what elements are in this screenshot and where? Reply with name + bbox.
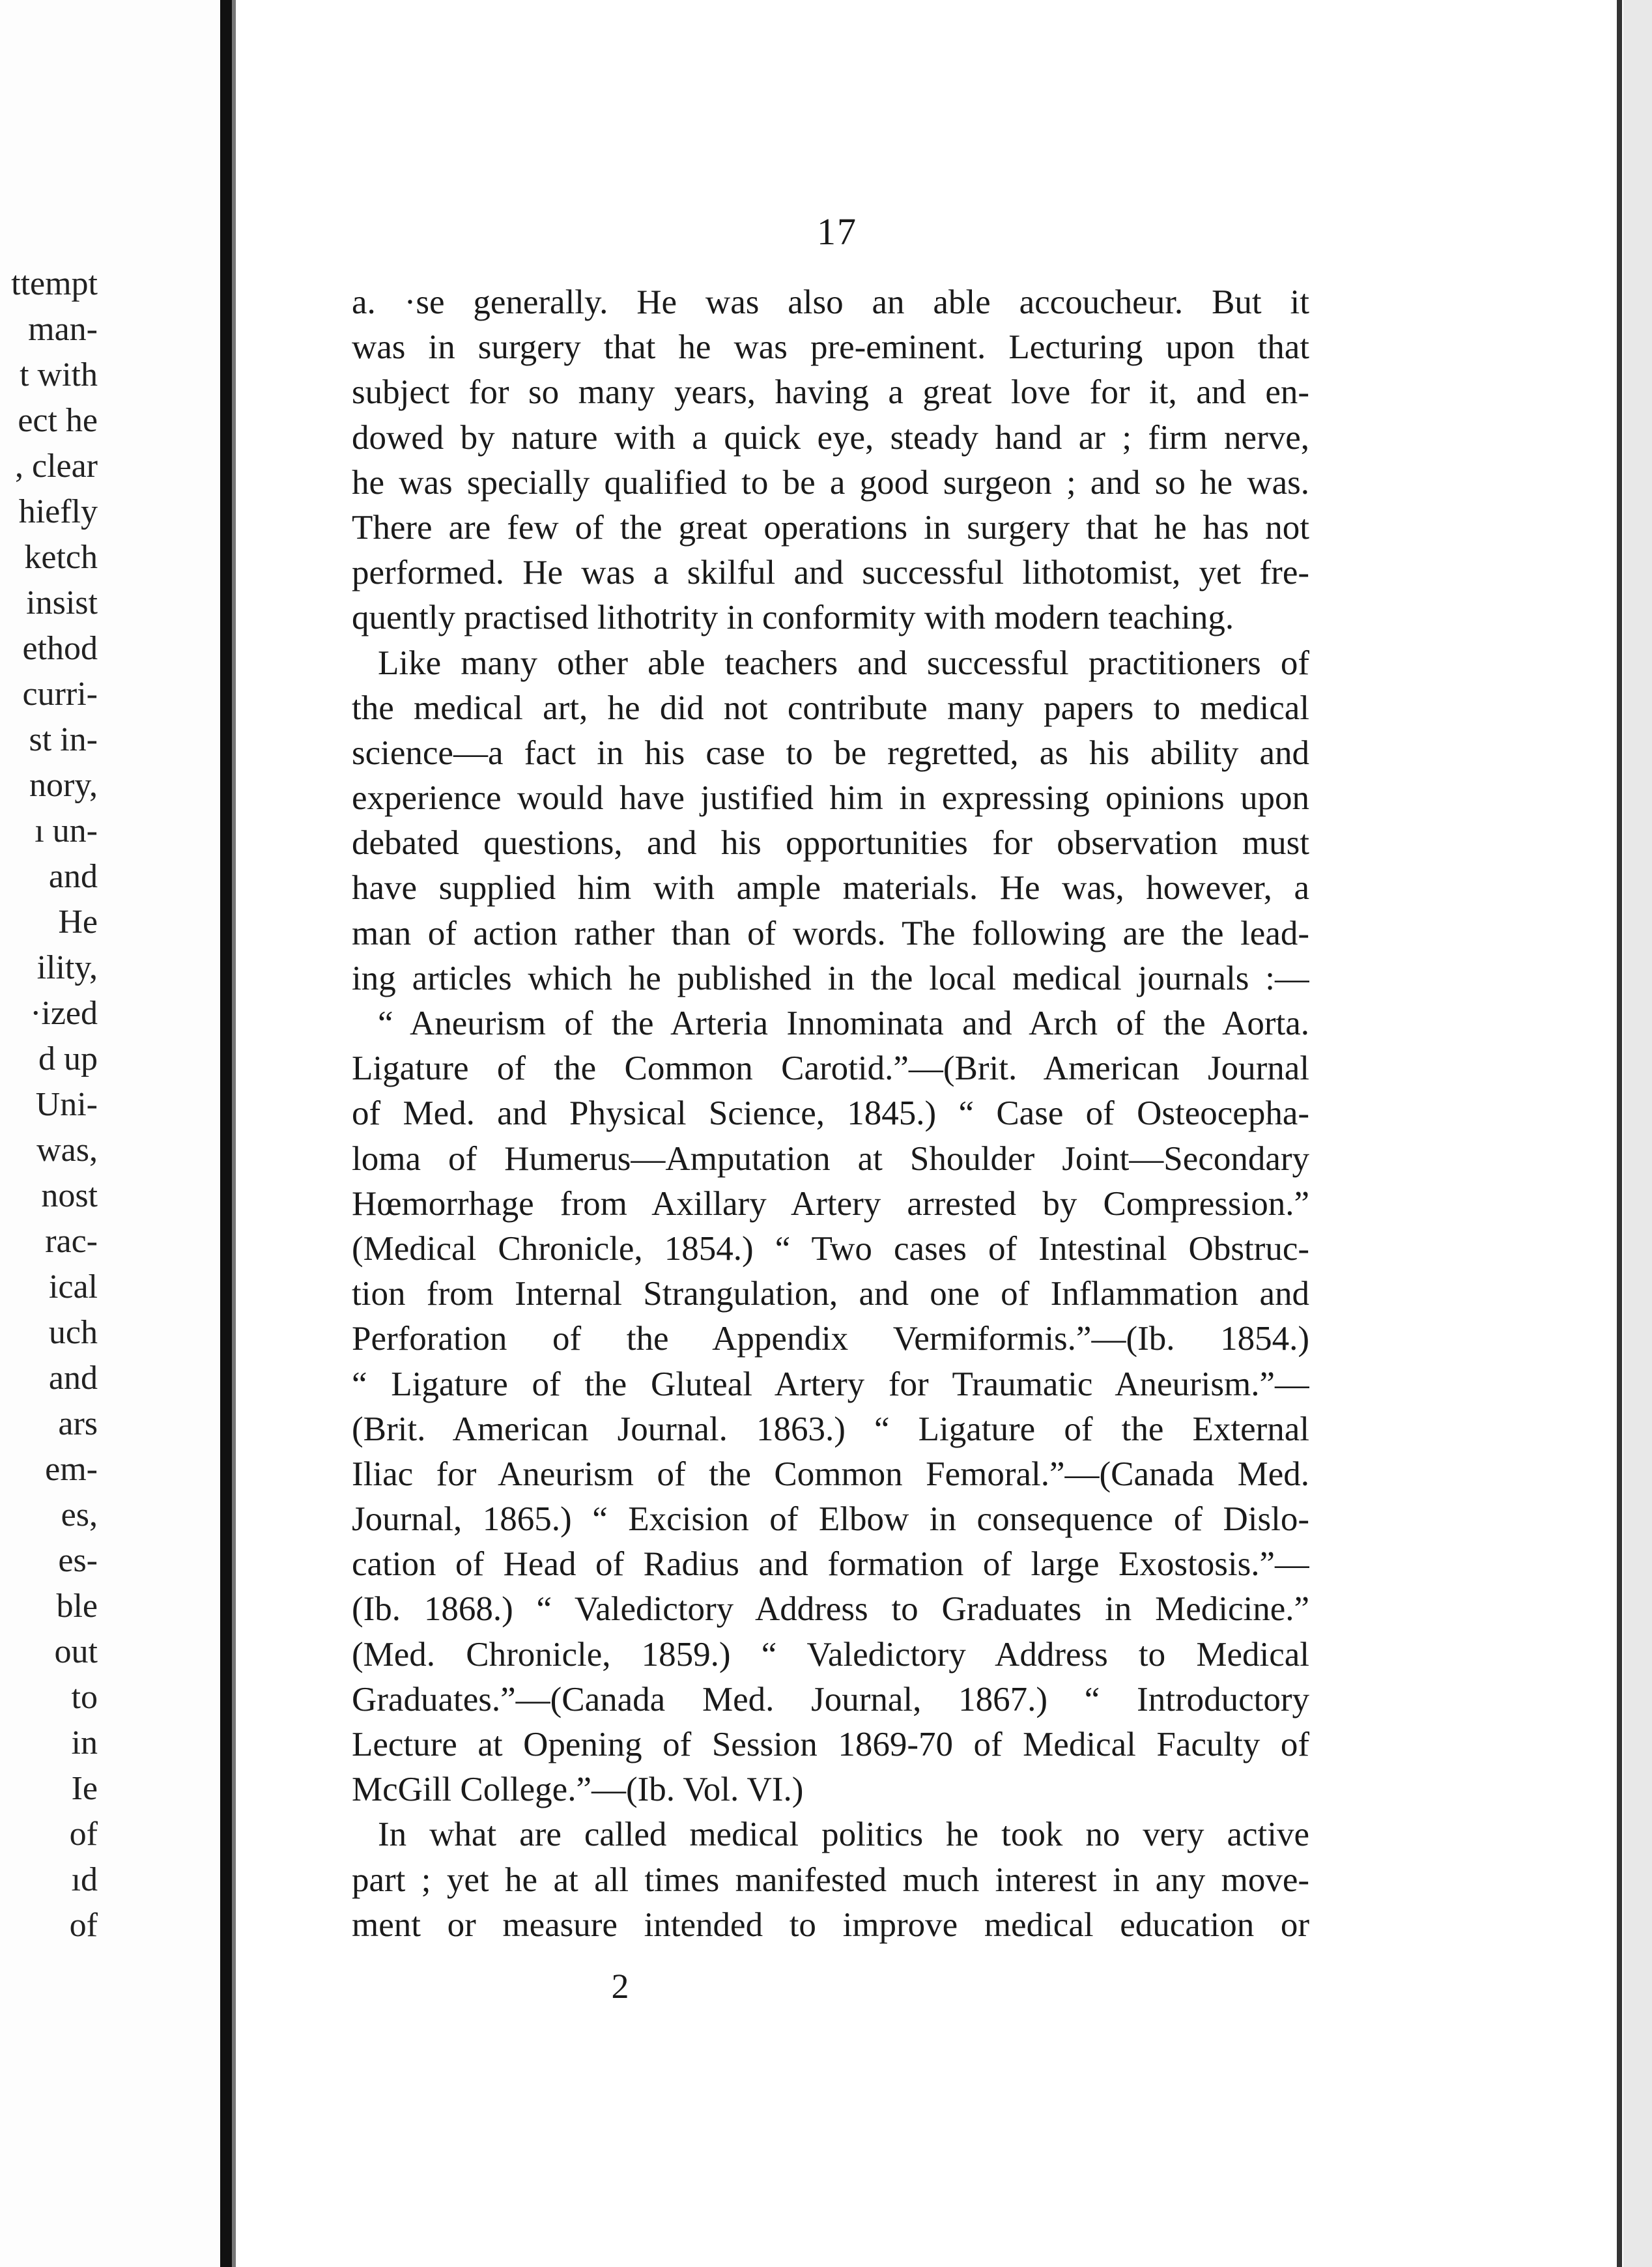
text-line: a. ·se generally. He was also an able accoucheur. But it [352, 283, 1309, 321]
fragment-line: Ie [71, 1770, 98, 1807]
text-line: performed. He was a skilful and successful lithotomist, yet fre- [352, 554, 1309, 592]
text-line: Hœmorrhage from Axillary Artery arrested by Compression.” [352, 1184, 1309, 1223]
text-line: of Med. and Physical Science, 1845.) “ Case of Osteocepha- [352, 1094, 1309, 1133]
fragment-line: ical [48, 1268, 98, 1305]
fragment-line: ethod [22, 630, 98, 667]
fragment-line: out [54, 1633, 98, 1670]
text-line: ing articles which he published in the local medical journals :— [352, 959, 1309, 997]
text-line: Ligature of the Common Carotid.”—(Brit. American Journal [352, 1049, 1309, 1088]
fragment-line: of [69, 1816, 98, 1853]
text-line: have supplied him with ample materials. He was, however, a [352, 869, 1309, 907]
fragment-line: t with [20, 356, 98, 393]
fragment-line: , clear [14, 448, 98, 485]
fragment-line: d up [38, 1040, 98, 1077]
fragment-line: ·ized [30, 995, 98, 1032]
text-line: science—a fact in his case to be regretted, as his ability and [352, 734, 1309, 772]
text-line: ment or measure intended to improve medical education or [352, 1905, 1309, 1944]
fragment-line: ıd [71, 1861, 98, 1898]
text-line: the medical art, he did not contribute many papers to medical [352, 689, 1309, 727]
book-gutter-shadow [232, 0, 236, 2267]
text-line: In what are called medical politics he took no very active [378, 1816, 1309, 1854]
text-line: tion from Internal Strangulation, and one of Inflammation and [352, 1275, 1309, 1313]
fragment-line: ility, [36, 949, 98, 986]
fragment-line: st in- [29, 721, 98, 758]
text-line: cation of Head of Radius and formation of large Exostosis.”— [352, 1545, 1309, 1584]
fragment-line: in [71, 1724, 98, 1761]
text-line: loma of Humerus—Amputation at Shoulder Joint—Secondary [352, 1139, 1309, 1178]
text-line: “ Aneurism of the Arteria Innominata and Arch of the Aorta. [378, 1005, 1309, 1042]
fragment-line: ketch [24, 539, 98, 576]
fragment-line: ı un- [35, 812, 98, 849]
text-line: “ Ligature of the Gluteal Artery for Traumatic Aneurism.”— [352, 1365, 1309, 1403]
text-line: he was specially qualified to be a good surgeon ; and so he was. [352, 463, 1309, 502]
fragment-line: hiefly [18, 493, 98, 530]
fragment-line: ars [58, 1405, 98, 1442]
fragment-line: Uni- [35, 1086, 98, 1123]
text-line: man of action rather than of words. The following are the lead- [352, 914, 1309, 952]
text-line: (Medical Chronicle, 1854.) “ Two cases of Intestinal Obstruc- [352, 1229, 1309, 1268]
fragment-line: and [48, 858, 98, 895]
fragment-line: and [48, 1360, 98, 1397]
fragment-line: es- [58, 1542, 98, 1579]
page-edge [1617, 0, 1622, 2267]
text-line: debated questions, and his opportunities for observation must [352, 824, 1309, 863]
fragment-line: to [71, 1679, 98, 1716]
fragment-line: nost [41, 1177, 98, 1214]
book-gutter [220, 0, 232, 2267]
text-line: (Med. Chronicle, 1859.) “ Valedictory Address to Medical [352, 1635, 1309, 1674]
body-text [352, 280, 1309, 1948]
text-line: subject for so many years, having a great love for it, and en- [352, 373, 1309, 412]
text-line: dowed by nature with a quick eye, steady hand ar ; firm nerve, [352, 418, 1309, 457]
text-line: Graduates.”—(Canada Med. Journal, 1867.) “ Introductory [352, 1680, 1309, 1718]
fragment-line: man- [28, 311, 98, 348]
text-line: (Ib. 1868.) “ Valedictory Address to Graduates in Medicine.” [352, 1590, 1309, 1629]
fragment-line: uch [48, 1314, 98, 1351]
fragment-line: ble [56, 1588, 98, 1625]
fragment-line: es, [61, 1496, 98, 1533]
text-line: was in surgery that he was pre-eminent. Lecturing upon that [352, 328, 1309, 367]
text-line: Iliac for Aneurism of the Common Femoral.”—(Canada Med. [352, 1455, 1309, 1493]
text-line: There are few of the great operations in surgery that he has not [352, 508, 1309, 547]
fragment-line: em- [45, 1451, 98, 1488]
text-line: Journal, 1865.) “ Excision of Elbow in consequence of Dislo- [352, 1500, 1309, 1539]
text-line: part ; yet he at all times manifested much interest in any move- [352, 1861, 1309, 1899]
text-line: experience would have justified him in expressing opinions upon [352, 779, 1309, 818]
text-line: Like many other able teachers and successful practitioners of [378, 644, 1309, 682]
signature-mark: 2 [611, 1967, 629, 2006]
text-line: Lecture at Opening of Session 1869-70 of Medical Faculty of [352, 1726, 1309, 1763]
text-line: Perforation of the Appendix Vermiformis.”—(Ib. 1854.) [352, 1320, 1309, 1358]
text-line: (Brit. American Journal. 1863.) “ Ligature of the External [352, 1410, 1309, 1448]
facing-page-fragment [0, 0, 221, 2267]
fragment-line: was, [36, 1132, 98, 1169]
fragment-line: He [58, 904, 98, 941]
fragment-line: insist [26, 584, 98, 621]
fragment-line: rac- [45, 1223, 98, 1260]
fragment-line: curri- [22, 676, 98, 713]
text-line: McGill College.”—(Ib. Vol. VI.) [352, 1771, 804, 1809]
page-edge-margin [1623, 0, 1652, 2267]
text-line: quently practised lithotrity in conformity with modern teaching. [352, 599, 1234, 637]
fragment-line: nory, [29, 767, 98, 804]
fragment-line: ect he [18, 402, 98, 439]
fragment-line: of [69, 1907, 98, 1944]
page-number: 17 [817, 210, 857, 253]
fragment-line: ttempt [11, 265, 98, 302]
